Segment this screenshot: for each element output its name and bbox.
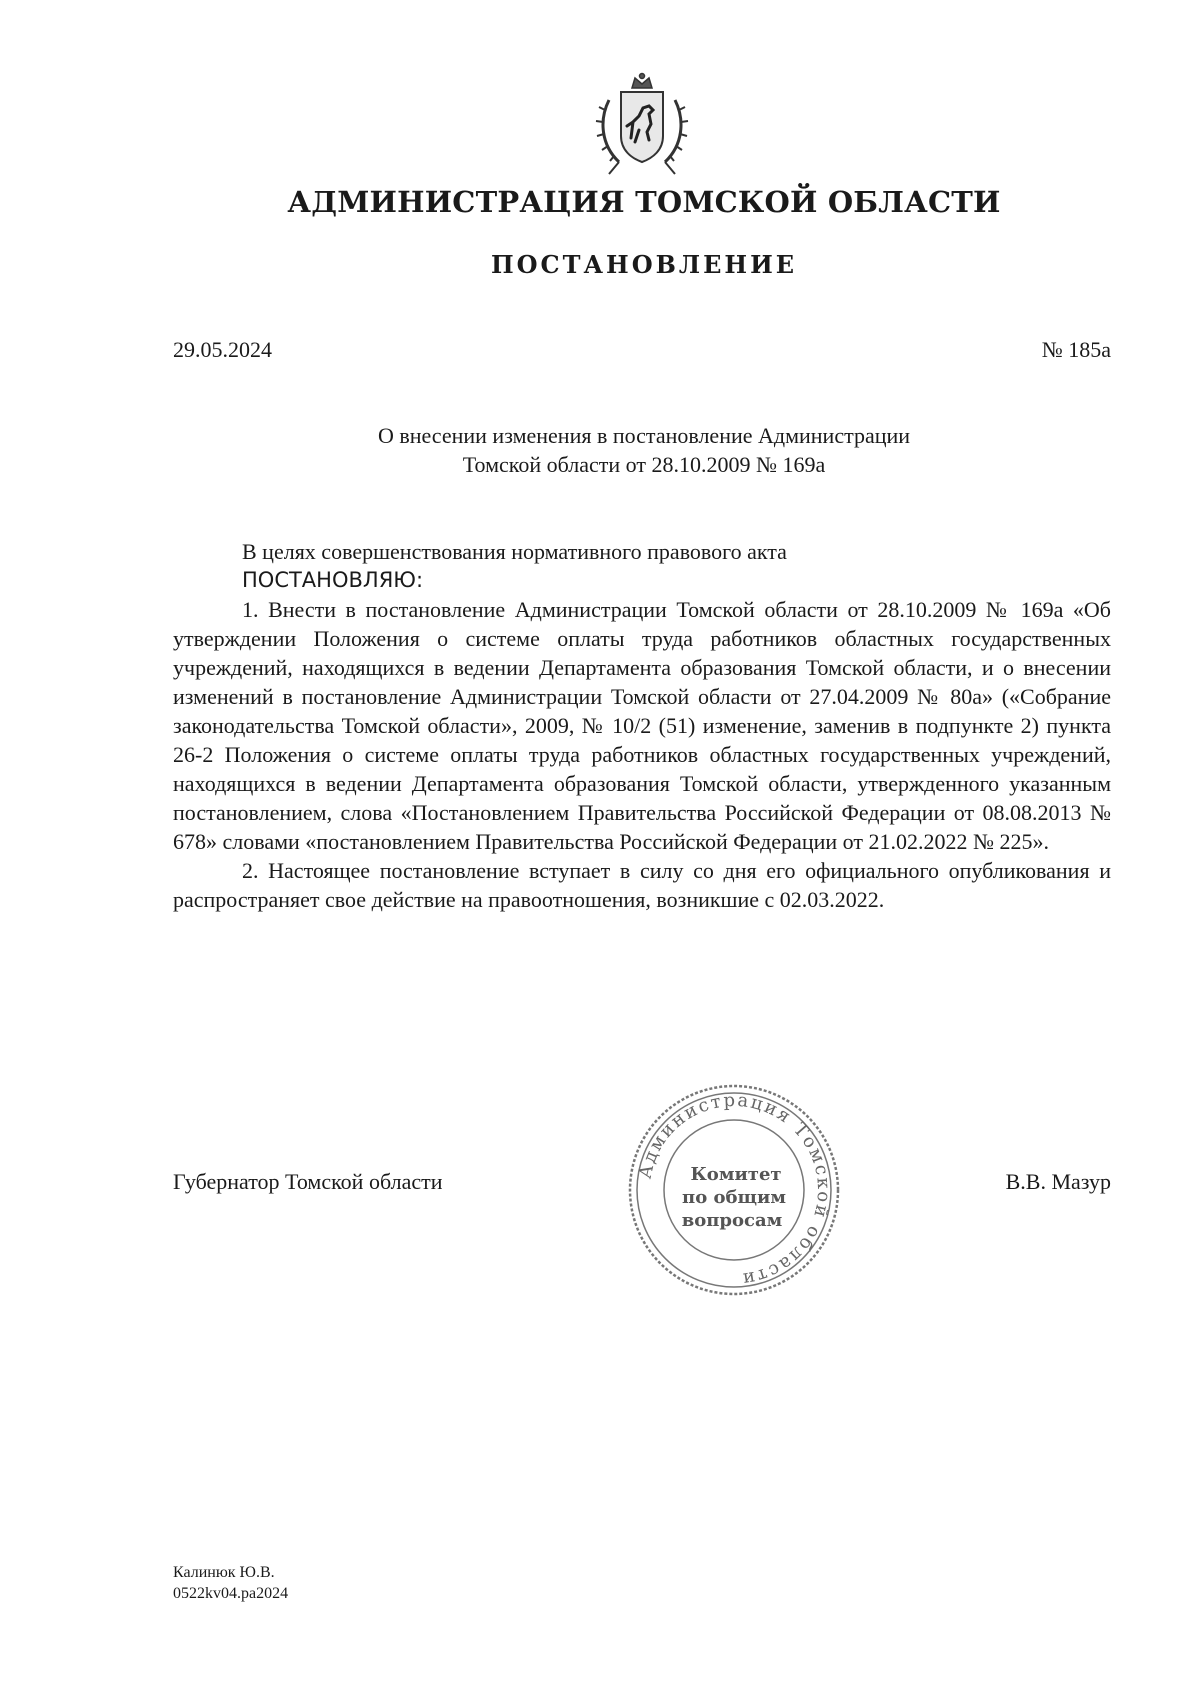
stamp-line-1: Комитет <box>690 1164 782 1185</box>
signer-title: Губернатор Томской области <box>173 1169 443 1194</box>
subject-line-1: О внесении изменения в постановление Администрации <box>377 423 911 448</box>
decree-item-2: 2. Настоящее постановление вступает в силу со дня его официального опубликования и распространяет свое действие на правоотношения, возникшие с 02.03.2022. <box>173 858 1111 912</box>
document-date: 29.05.2024 <box>173 337 272 362</box>
executor-name: Калинюк Ю.В. <box>173 1564 275 1581</box>
subject-line-2: Томской области от 28.10.2009 № 169а <box>462 452 826 477</box>
coat-of-arms-icon <box>587 70 697 180</box>
decree-item-1: 1. Внести в постановление Администрации Томской области от 28.10.2009 № 169а «Об утверждении Положения о системе оплаты труда работников областных государственных учреждений, находящихся в ведении Департамента образования Томской области, и о внесении изменений в постановление Администрации Томской области от 27.04.2009 № 80а» («Собрание законодательства Томской области», 2009, № 10/2 (51) изменение, заменив в подпункте 2) пункта 26-2 Положения о системе оплаты труда работников областных государственных учреждений, находящихся в ведении Департамента образования Томской области, утвержденного указанным постановлением, слова «Постановлением Правительства Российской Федерации от 08.08.2013 № 678» словами «постановлением Правительства Российской Федерации от 21.02.2022 № 225». <box>173 597 1111 854</box>
organization-title: АДМИНИСТРАЦИЯ ТОМСКОЙ ОБЛАСТИ <box>287 185 1001 219</box>
preamble: В целях совершенствования нормативного правового акта <box>242 539 787 564</box>
document-type: ПОСТАНОВЛЕНИЕ <box>490 250 798 279</box>
official-stamp-icon <box>626 1082 842 1298</box>
document-body <box>173 537 1111 914</box>
stamp-ring-text: Администрация Томской области <box>634 1089 835 1290</box>
document-number: № 185а <box>1041 337 1111 362</box>
stamp-line-3: вопросам <box>681 1210 783 1231</box>
file-code: 0522kv04.ра2024 <box>173 1585 289 1602</box>
stamp-line-2: по общим <box>682 1187 786 1208</box>
decree-word: ПОСТАНОВЛЯЮ: <box>242 568 424 592</box>
signer-name: В.В. Мазур <box>1005 1169 1111 1194</box>
footer <box>173 1562 288 1604</box>
document-subject <box>0 421 1200 479</box>
